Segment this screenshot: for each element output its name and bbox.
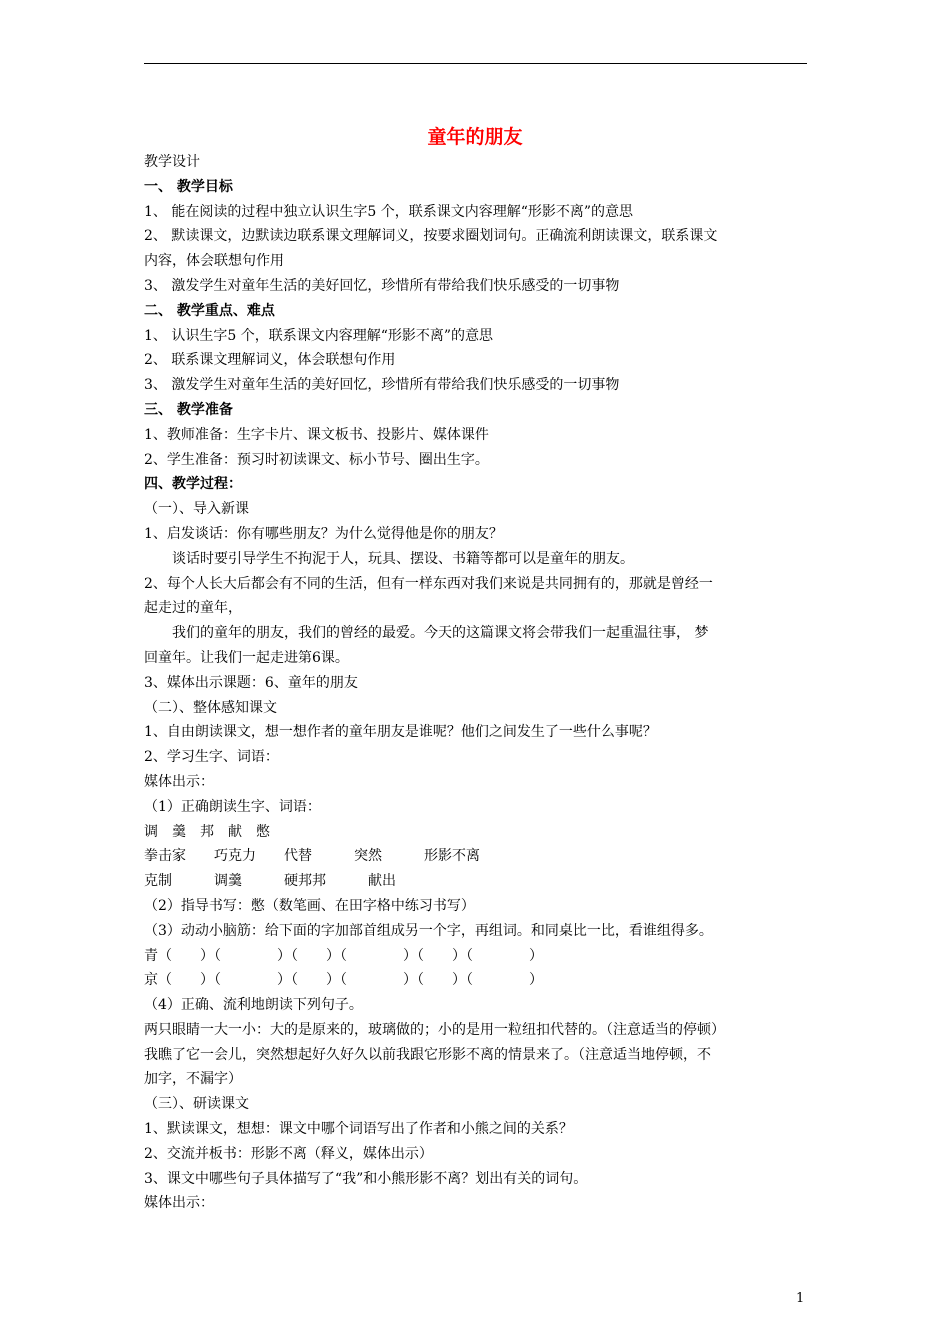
text-line: 3、媒体出示课题：6、童年的朋友 [144,674,358,691]
header-rule [144,63,807,64]
section-heading: 一、 教学目标 [144,178,233,195]
text-line: （4）正确、流利地朗读下列句子。 [144,997,363,1014]
text-line: 青（ ）（ ）（ ）（ ）（ ）（ ） [144,947,543,964]
page-number: 1 [796,1291,805,1306]
section-heading: 二、 教学重点、难点 [144,302,275,319]
text-line: （1）正确朗读生字、词语： [144,798,321,815]
text-line: 教学设计 [144,154,200,170]
text-line: 两只眼睛一大一小：大的是原来的，玻璃做的；小的是用一粒纽扣代替的。（注意适当的停顿） [144,1021,725,1038]
text-line: （一）、导入新课 [144,501,249,518]
text-line: 2、学生准备：预习时初读课文、标小节号、圈出生字。 [144,451,489,468]
text-line: 回童年。让我们一起走进第6课。 [144,649,349,666]
text-line: 拳击家 巧克力 代替 突然 形影不离 [144,848,480,865]
text-line: 媒体出示： [144,773,214,790]
text-line: 克制 调羹 硬邦邦 献出 [144,873,396,890]
text-line: 谈话时要引导学生不拘泥于人，玩具、摆设、书籍等都可以是童年的朋友。 [172,550,634,567]
section-heading: 三、 教学准备 [144,401,233,418]
text-line: 加字，不漏字） [144,1071,242,1088]
text-line: 1、 能在阅读的过程中独立认识生字5 个，联系课文内容理解“形影不离”的意思 [144,203,634,220]
text-line: 我瞧了它一会儿，突然想起好久好久以前我跟它形影不离的情景来了。（注意适当地停顿，不 [144,1046,711,1063]
text-line: （三）、研读课文 [144,1096,249,1113]
document-body [144,150,808,1216]
text-line: 内容，体会联想句作用 [144,253,284,270]
text-line: 3、 激发学生对童年生活的美好回忆，珍惜所有带给我们快乐感受的一切事物 [144,377,620,394]
text-line: 3、 激发学生对童年生活的美好回忆，珍惜所有带给我们快乐感受的一切事物 [144,277,620,294]
text-line: （2）指导书写：憋（数笔画、在田字格中练习书写） [144,897,475,914]
document-title: 童年的朋友 [427,126,523,148]
text-line: 1、启发谈话：你有哪些朋友？为什么觉得他是你的朋友？ [144,525,503,542]
text-line: 2、 联系课文理解词义，体会联想句作用 [144,352,396,369]
text-line: 3、课文中哪些句子具体描写了“我”和小熊形影不离？划出有关的词句。 [144,1170,588,1187]
text-line: 调 羹 邦 献 憋 [144,823,270,840]
text-line: 起走过的童年， [144,600,242,617]
text-line: 京（ ）（ ）（ ）（ ）（ ）（ ） [144,972,543,989]
text-line: （3）动动小脑筋：给下面的字加部首组成另一个字，再组词。和同桌比一比，看谁组得多。 [144,922,713,939]
text-line: 2、每个人长大后都会有不同的生活，但有一样东西对我们来说是共同拥有的，那就是曾经一 [144,575,713,592]
text-line: 1、教师准备：生字卡片、课文板书、投影片、媒体课件 [144,426,489,443]
text-line: 1、默读课文，想想：课文中哪个词语写出了作者和小熊之间的关系？ [144,1121,573,1138]
text-line: 1、自由朗读课文，想一想作者的童年朋友是谁呢？他们之间发生了一些什么事呢？ [144,724,657,741]
section-heading: 四、教学过程： [144,476,242,493]
text-line: （二）、整体感知课文 [144,699,277,716]
text-line: 2、交流并板书：形影不离（释义，媒体出示） [144,1145,433,1162]
text-line: 2、学习生字、词语： [144,749,279,766]
text-line: 2、 默读课文，边默读边联系课文理解词义，按要求圈划词句。正确流利朗读课文，联系课文 [144,228,718,245]
text-line: 我们的童年的朋友，我们的曾经的最爱。今天的这篇课文将会带我们一起重温往事， 梦 [172,625,709,642]
text-line: 1、 认识生字5 个，联系课文内容理解“形影不离”的意思 [144,327,494,344]
text-line: 媒体出示： [144,1195,214,1212]
